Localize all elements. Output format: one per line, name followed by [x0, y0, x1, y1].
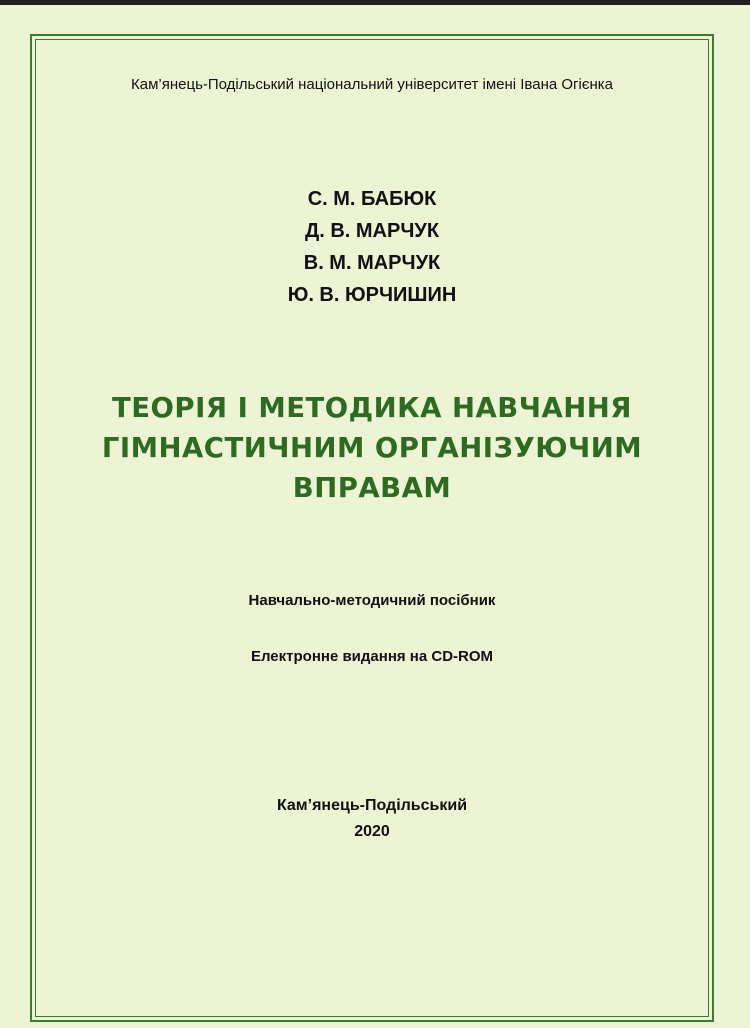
author-1: С. М. БАБЮК — [307, 188, 437, 210]
author-3: В. М. МАРЧУК — [303, 252, 441, 274]
university-name: Кам’янець-Подільський національний університет імені Івана Огієнка — [131, 76, 613, 93]
edition-note: Електронне видання на CD-ROM — [250, 648, 494, 665]
publication-city: Кам’янець-Подільський — [276, 797, 468, 814]
author-2: Д. В. МАРЧУК — [304, 220, 440, 242]
publication-type: Навчально-методичний посібник — [248, 592, 496, 609]
publication-year: 2020 — [354, 823, 390, 840]
page-frame-inner — [35, 39, 709, 1017]
book-title-line-1: ТЕОРІЯ І МЕТОДИКА НАВЧАННЯ — [112, 392, 632, 424]
top-edge-strip — [0, 0, 750, 5]
book-title-line-3: ВПРАВАМ — [292, 472, 452, 504]
book-title-line-2: ГІМНАСТИЧНИМ ОРГАНІЗУЮЧИМ — [101, 432, 643, 464]
author-4: Ю. В. ЮРЧИШИН — [287, 284, 457, 306]
